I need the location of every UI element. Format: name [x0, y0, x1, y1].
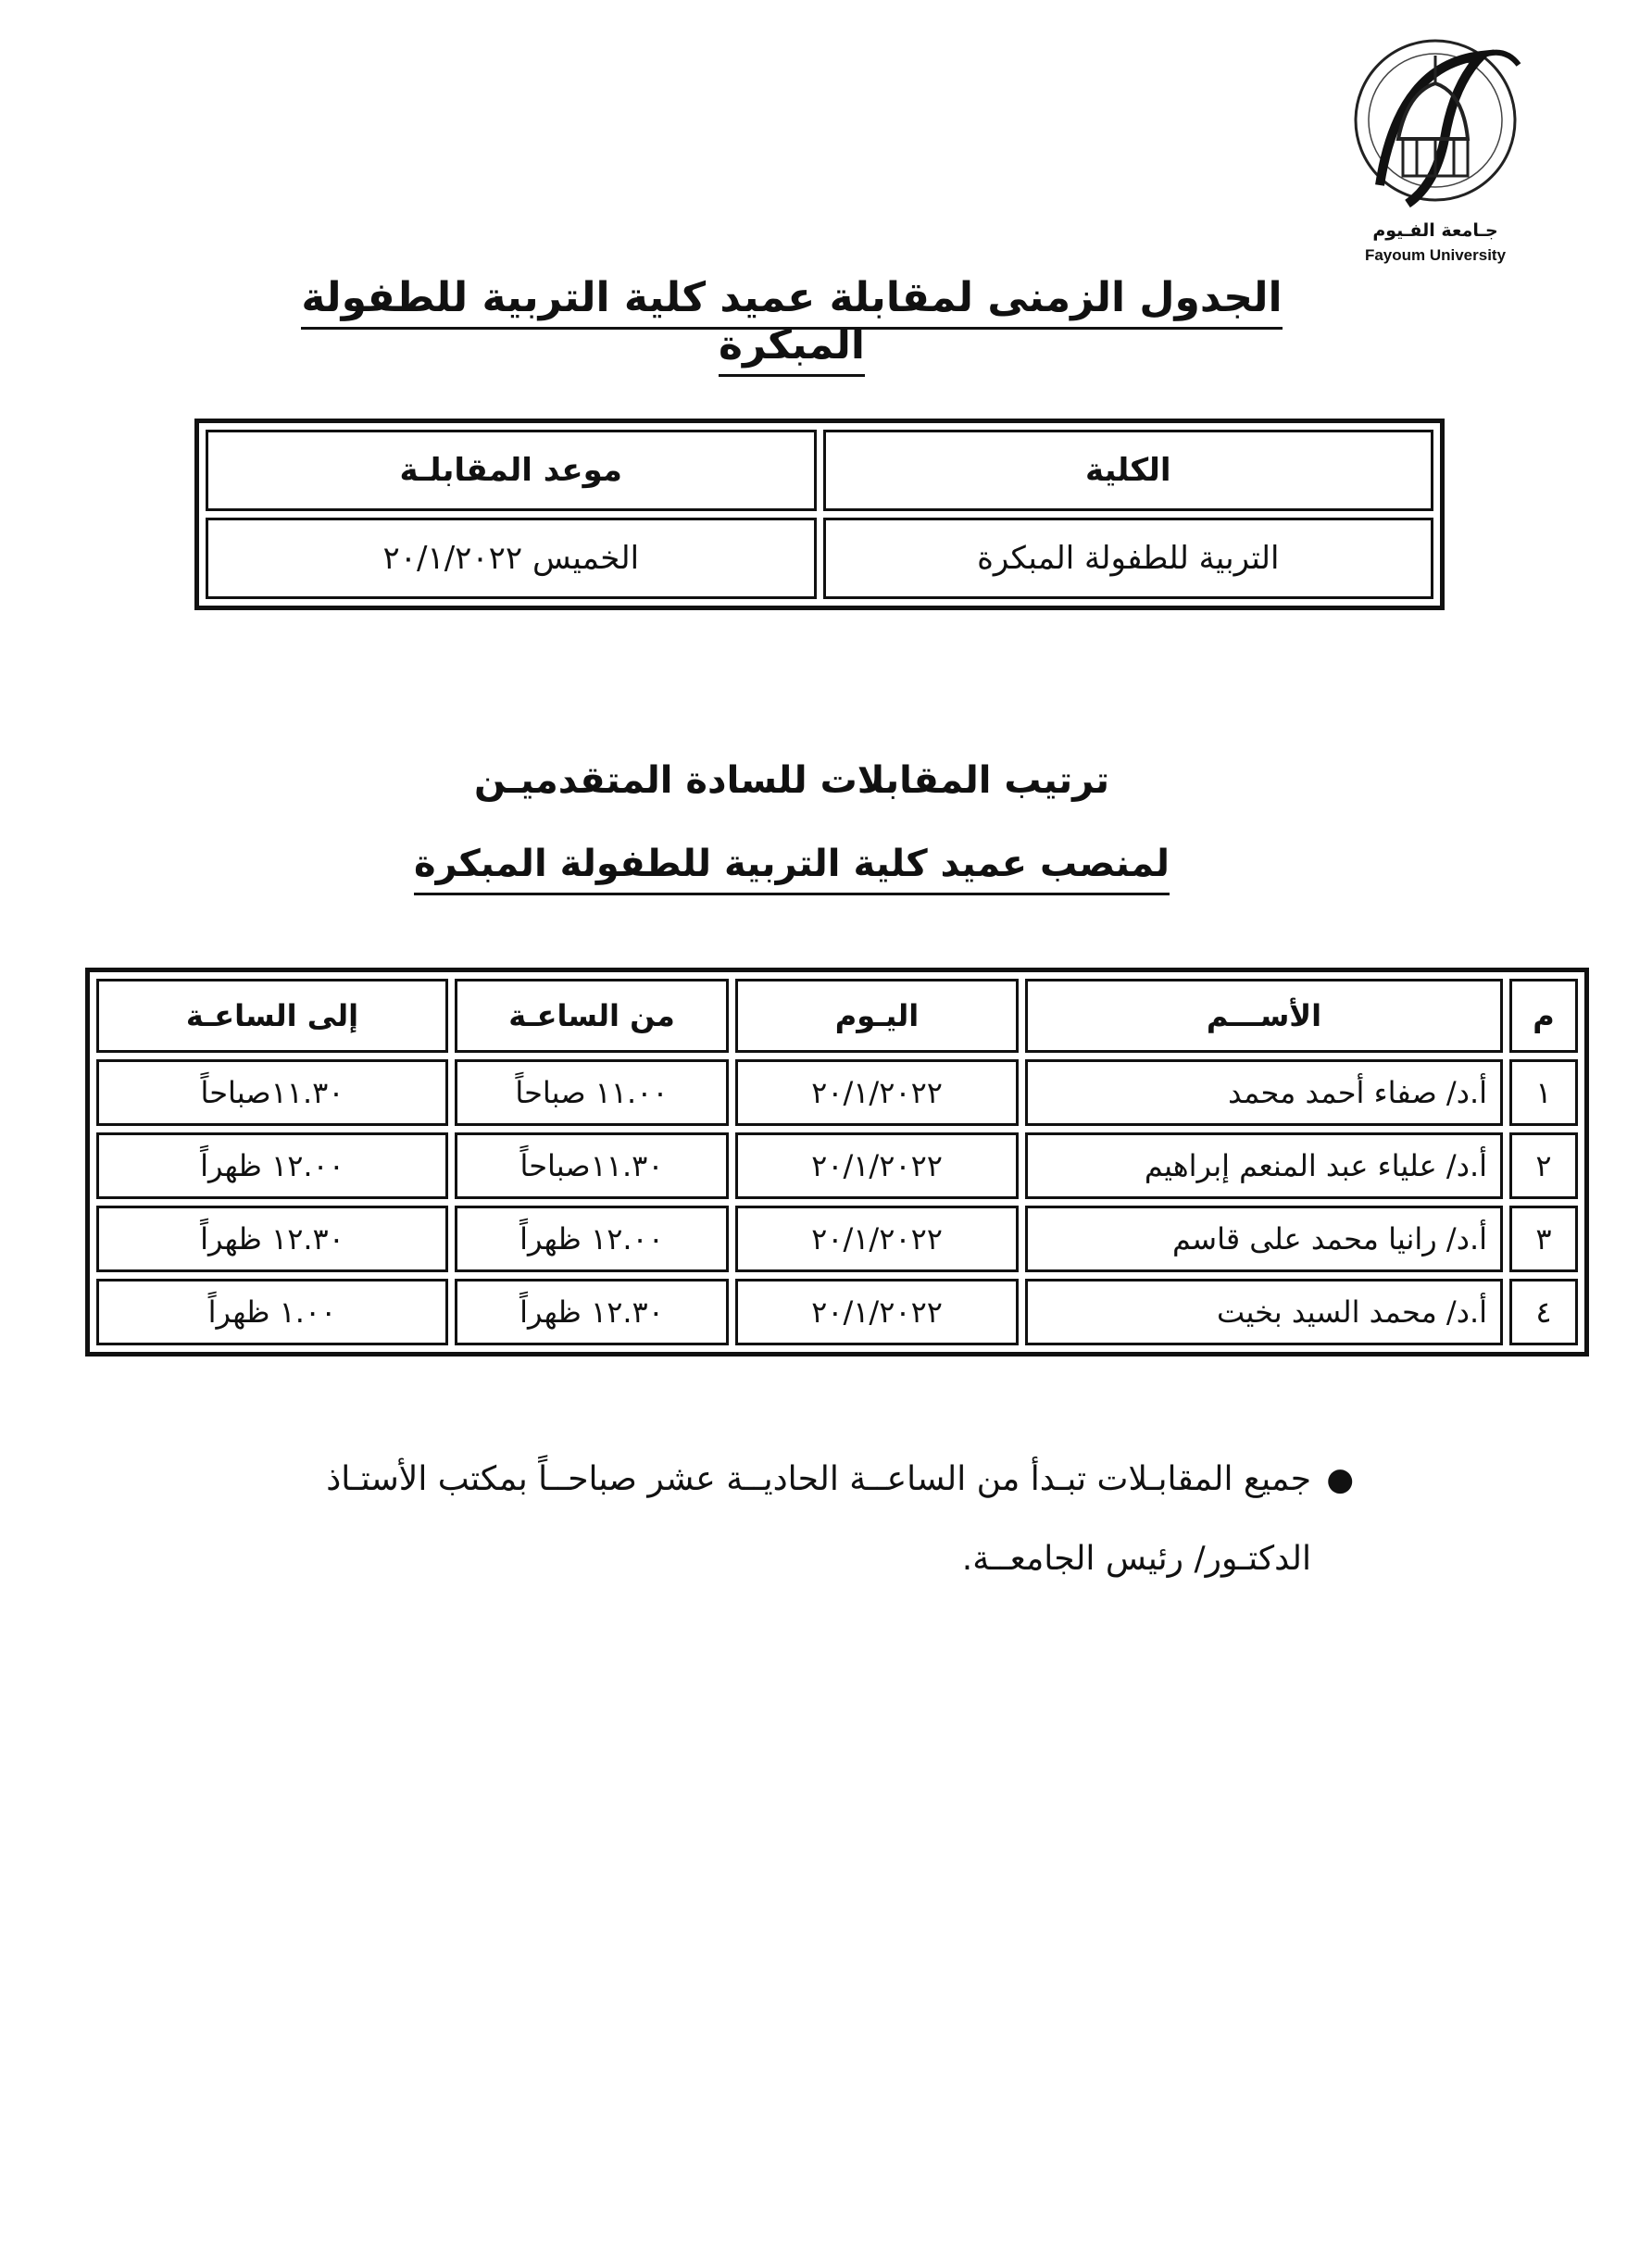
- from-time: ١٢.٣٠ ظهراً: [455, 1279, 729, 1345]
- header-faculty: الكلية: [823, 430, 1434, 511]
- candidate-name: أ.د/ محمد السيد بخيت: [1025, 1279, 1503, 1345]
- header-number: م: [1509, 979, 1578, 1053]
- university-logo: [1324, 28, 1546, 264]
- faculty-interview-table: [194, 419, 1445, 610]
- to-time: ١٢.٠٠ ظهراً: [96, 1132, 448, 1199]
- to-time: ١١.٣٠صباحاً: [96, 1059, 448, 1126]
- table-row: [206, 518, 1433, 599]
- to-time: ١.٠٠ ظهراً: [96, 1279, 448, 1345]
- header-day: اليـوم: [735, 979, 1019, 1053]
- section-subtitle: [278, 843, 1306, 885]
- table-row: [96, 1206, 1578, 1272]
- interview-date-cell: الخميس ٢٠/١/٢٠٢٢: [206, 518, 817, 599]
- header-from-time: من الساعـة: [455, 979, 729, 1053]
- candidate-name: أ.د/ رانيا محمد على قاسم: [1025, 1206, 1503, 1272]
- bullet-icon: ●: [1326, 1461, 1354, 1498]
- from-time: ١٢.٠٠ ظهراً: [455, 1206, 729, 1272]
- section-title: ترتيب المقابلات للسادة المتقدميـن: [473, 759, 1110, 802]
- row-number: ١: [1509, 1059, 1578, 1126]
- interview-day: ٢٠/١/٢٠٢٢: [735, 1059, 1019, 1126]
- to-time: ١٢.٣٠ ظهراً: [96, 1206, 448, 1272]
- header-name: الأســـم: [1025, 979, 1503, 1053]
- from-time: ١١.٠٠ صباحاً: [455, 1059, 729, 1126]
- table-row: [96, 1132, 1578, 1199]
- from-time: ١١.٣٠صباحاً: [455, 1132, 729, 1199]
- logo-name-arabic: جـامعة الفـيوم: [1372, 220, 1498, 241]
- row-number: ٣: [1509, 1206, 1578, 1272]
- university-seal-icon: [1343, 28, 1528, 218]
- section-subtitle-text: لمنصب عميد كلية التربية للطفولة المبكرة: [414, 843, 1170, 895]
- faculty-cell: التربية للطفولة المبكرة: [823, 518, 1434, 599]
- candidate-name: أ.د/ علياء عبد المنعم إبراهيم: [1025, 1132, 1503, 1199]
- interview-day: ٢٠/١/٢٠٢٢: [735, 1132, 1019, 1199]
- interview-day: ٢٠/١/٢٠٢٢: [735, 1206, 1019, 1272]
- interview-schedule-table: [85, 968, 1589, 1357]
- table-header-row: [96, 979, 1578, 1053]
- note-line-2: الدكتـور/ رئيس الجامعــة.: [961, 1540, 1311, 1578]
- interview-day: ٢٠/١/٢٠٢٢: [735, 1279, 1019, 1345]
- header-to-time: إلى الساعـة: [96, 979, 448, 1053]
- table-row: [96, 1059, 1578, 1126]
- candidate-name: أ.د/ صفاء أحمد محمد: [1025, 1059, 1503, 1126]
- page-title: [278, 274, 1306, 369]
- logo-name-english: Fayoum University: [1364, 246, 1507, 264]
- note-paragraph: [232, 1440, 1352, 1599]
- page-title-text: الجدول الزمنى لمقابلة عميد كلية التربية للطفولة المبكرة: [301, 274, 1282, 377]
- row-number: ٤: [1509, 1279, 1578, 1345]
- table-row: [96, 1279, 1578, 1345]
- note-line-1: جميع المقابـلات تبـدأ من الساعــة الحاديــة عشر صباحــاً بمكتب الأستـاذ: [326, 1460, 1311, 1498]
- header-interview-date: موعد المقابلـة: [206, 430, 817, 511]
- table-header-row: [206, 430, 1433, 511]
- row-number: ٢: [1509, 1132, 1578, 1199]
